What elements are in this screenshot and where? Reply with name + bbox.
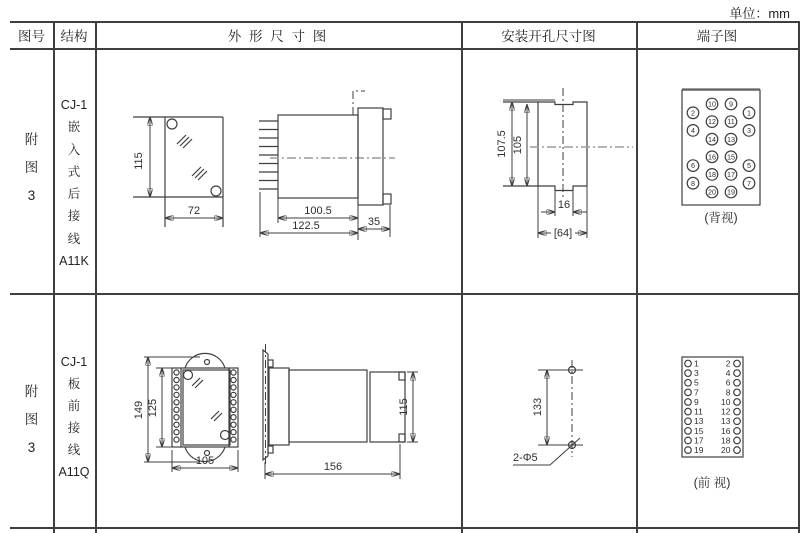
table-border (798, 21, 800, 533)
svg-text:9: 9 (694, 396, 699, 407)
table-border (95, 21, 97, 533)
svg-text:3: 3 (694, 368, 699, 379)
dim-width: 105 (195, 455, 215, 467)
svg-text:13: 13 (694, 416, 704, 427)
svg-text:11: 11 (694, 406, 703, 417)
rear-view-label: (背视) (704, 211, 738, 225)
outline-drawing-a11q (120, 330, 420, 515)
dim-cutout-width: [64] (553, 227, 573, 240)
svg-text:5: 5 (694, 377, 699, 388)
dim-notch-width: 16 (557, 199, 571, 211)
figure-no-row1: 附 图 3 (24, 132, 39, 203)
svg-text:19: 19 (727, 187, 735, 197)
glass-hatch (177, 135, 207, 180)
dim-holes: 2-Φ5 (513, 452, 538, 464)
svg-text:17: 17 (727, 170, 735, 179)
svg-text:5: 5 (747, 161, 751, 171)
svg-text:14: 14 (708, 134, 716, 144)
dim-cutout-inner: 105 (512, 135, 524, 155)
front-view-label: (前 视) (693, 476, 731, 490)
svg-text:8: 8 (691, 178, 695, 188)
structure-row2: CJ-1 板 前 接 线 A11Q (58, 355, 90, 479)
svg-text:12: 12 (721, 406, 731, 417)
structure-row1: CJ-1 嵌 入 式 后 接 线 A11K (59, 98, 89, 269)
table-border (10, 48, 800, 50)
dim-inner-height: 125 (147, 398, 159, 418)
mounting-drawing-a11q (495, 345, 635, 485)
dim-front-depth: 35 (367, 216, 381, 228)
svg-text:1: 1 (694, 358, 699, 369)
svg-text:2: 2 (725, 358, 731, 369)
dim-cutout-outer: 107.5 (496, 130, 508, 158)
mounting-drawing-a11k (495, 85, 635, 245)
header-structure: 结构 (60, 28, 88, 44)
svg-text:7: 7 (747, 178, 751, 188)
terminal-screws-right (231, 370, 236, 442)
terminal-pins-rear (687, 98, 755, 198)
terminal-diagram-rear (655, 85, 795, 230)
svg-text:9: 9 (729, 99, 733, 109)
dim-outer-height: 149 (133, 400, 145, 420)
svg-text:15: 15 (694, 425, 704, 436)
cutout-dimensions (496, 102, 587, 240)
svg-text:7: 7 (694, 387, 699, 398)
side-view (259, 91, 395, 240)
table-border (10, 527, 800, 529)
svg-text:19: 19 (694, 445, 704, 456)
svg-text:13: 13 (721, 416, 731, 427)
svg-text:4: 4 (691, 126, 695, 135)
svg-text:10: 10 (721, 396, 731, 407)
dim-total-depth: 122.5 (292, 220, 320, 232)
figure-no-row2: 附 图 3 (24, 384, 39, 455)
dim-hole-spacing: 133 (532, 397, 544, 417)
svg-text:1: 1 (747, 108, 751, 118)
outline-drawing-a11k (120, 85, 410, 250)
svg-text:16: 16 (721, 425, 731, 436)
svg-text:20: 20 (708, 187, 716, 197)
dim-width: 72 (187, 205, 201, 217)
header-figure-no: 图号 (18, 28, 45, 44)
terminal-screws-left (174, 370, 179, 442)
svg-text:8: 8 (725, 387, 731, 398)
front-view (133, 353, 238, 472)
header-mounting: 安装开孔尺寸图 (501, 28, 596, 44)
front-view (133, 117, 223, 227)
dim-rear-height: 115 (398, 398, 410, 416)
svg-text:3: 3 (747, 126, 751, 135)
terminal-pins-front (685, 359, 741, 456)
svg-text:15: 15 (727, 152, 735, 162)
svg-text:18: 18 (721, 435, 731, 446)
svg-text:4: 4 (725, 368, 731, 379)
header-terminal: 端子图 (696, 28, 738, 44)
dim-height: 115 (133, 152, 145, 170)
svg-text:6: 6 (725, 377, 731, 388)
table-border (10, 293, 800, 295)
svg-text:20: 20 (721, 445, 731, 456)
units-label: 单位：mm (729, 6, 790, 21)
glass-hatch (192, 378, 222, 421)
table-border (461, 21, 463, 533)
svg-text:18: 18 (708, 170, 716, 179)
dim-total-depth: 156 (323, 461, 343, 473)
header-outline: 外 形 尺 寸 图 (227, 28, 329, 44)
svg-text:17: 17 (694, 435, 704, 446)
svg-text:11: 11 (727, 117, 735, 127)
svg-text:12: 12 (708, 117, 716, 127)
dim-body-depth: 100.5 (304, 205, 332, 217)
terminal-pins (259, 121, 278, 189)
svg-text:6: 6 (691, 161, 695, 171)
terminal-diagram-front (655, 340, 795, 498)
table-border (636, 21, 638, 533)
svg-text:16: 16 (708, 152, 716, 162)
svg-text:2: 2 (691, 108, 695, 118)
svg-text:13: 13 (727, 134, 735, 144)
side-view (263, 344, 418, 479)
svg-text:10: 10 (708, 99, 716, 109)
